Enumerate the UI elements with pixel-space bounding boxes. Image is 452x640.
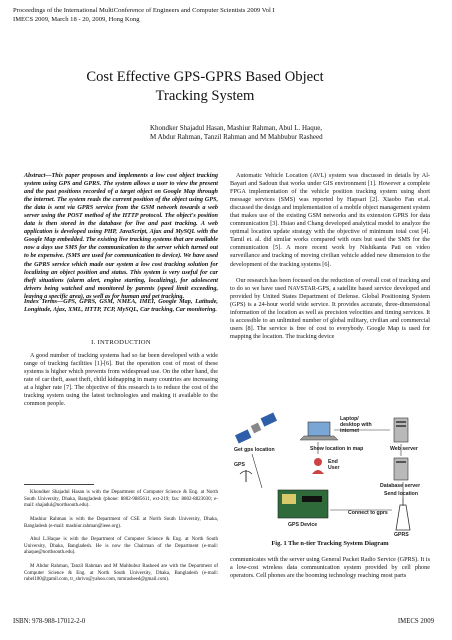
index-terms-label: Index Terms	[24, 298, 58, 305]
abstract-label: Abstract	[24, 172, 46, 179]
gprs-tower-icon	[396, 498, 410, 530]
end-user-label: End	[328, 459, 338, 465]
title-line-2: Tracking System	[155, 88, 255, 104]
abstract-text: —This paper proposes and implements a low cost object tracking system using GPS and GPRS. The system allows a user to view the present and the past positions recorded of a target object on Google Map through the internet. The system reads the current position of the object using GPS, the data is sent via GPRS service from the GSM network towards a web server using the POST method of the HTTP protocol. The object's position data is then stored in the database for live and past tracking. A web application is developed using PHP, JavaScript, Ajax and MySQL with the Google Map embedded. The existing live tracking systems that are available now a days use SMS for the communication to the server which turned out to be expensive. (SMS are used for communication to device). We have used the GPRS service which made our system a low cost tracking solution for localizing an object position and status. This system is very useful for car theft situations (alarm alert, engine starting, localizing), for adolescent drivers being watched and monitored by parents (speed limit exceeding, leaving a specific area), as well as for human and pet tracking.	[24, 172, 218, 300]
header-line-2: IMECS 2009, March 18 - 20, 2009, Hong Kong	[13, 15, 140, 23]
web-server-label: Web server	[390, 446, 418, 452]
footnote-3: Abul L.Haque is with the Department of Computer Science & Eng. at North South University, Dhaka, Bangladesh. He is now the Chairman of the Department (e-mail: ahaque@northsouth.edu).	[24, 537, 218, 556]
gprs-label: GPRS	[394, 532, 409, 537]
gps-label: GPS	[234, 462, 245, 468]
title-line-1: Cost Effective GPS-GPRS Based Object	[86, 69, 324, 85]
gprs-paragraph: communicates with the server using General Packet Radio Service (GPRS). It is a low-cost wireless data communication system provided by cell phone operators. Cell phones are the booming technology reaching most parts	[230, 556, 430, 580]
index-terms	[24, 298, 218, 314]
isbn-footer: ISBN: 978-988-17012-2-0	[13, 618, 86, 625]
footnote-rule	[24, 484, 94, 485]
footnote-1: Khondker Shajadul Hasan is with the Department of Computer Science & Eng. at North South University, Dhaka, Bangladesh (phone: 8802-9885611, ext-219; fax: 8802-8823030; e-mail: shajadul@northsouth.edu).	[24, 490, 218, 509]
abstract	[24, 172, 218, 301]
header-line-1: Proceedings of the International MultiConference of Engineers and Computer Scientists 2009 Vol I	[13, 7, 275, 14]
gps-device-icon	[278, 490, 328, 518]
index-terms-text: —GPS, GPRS, GSM, NMEA, IMEI, Google Map, Latitude, Longitude, Ajax, XML, HTTP, TCP, MySQL, Car tracking, Car monitoring.	[24, 298, 218, 314]
web-server-icon	[394, 418, 408, 442]
laptop-icon	[300, 422, 338, 440]
database-server-icon	[394, 458, 408, 480]
database-server-label: Database server	[380, 483, 421, 489]
authors-line-2: M Abdur Rahman, Tanzil Rahman and M Mahbubur Rasheed	[150, 133, 323, 142]
gps-device-label: GPS Device	[288, 522, 318, 528]
send-location-label: Send location	[384, 491, 419, 497]
gps-paragraph: Our research has been focused on the reduction of overall cost of tracking and to do so we have used NAVSTAR-GPS, a satellite based service developed and provided by United States Department of Defense. Global Positioning System (GPS) is a 24-hour world wide service. It provides accurate, three-dimensional information of the location as well as precision velocities and timing services. It is accessible to an unlimited number of global military, civilian and commercial users [8]. The service is free of cost to everybody. Google Map is used for mapping the location. The tracking device	[230, 277, 430, 341]
end-user-icon	[312, 458, 324, 474]
section-heading-introduction: I. INTRODUCTION	[91, 339, 151, 346]
laptop-label-2: desktop with	[340, 422, 372, 428]
satellite-icon	[235, 413, 277, 444]
authors-line-1: Khondker Shajadul Hasan, Mashiur Rahman, Abul L. Haque,	[150, 124, 323, 132]
connect-gprs-label: Connect to gprs	[348, 510, 388, 516]
figure-caption: Fig. 1 The n-tier Tracking System Diagram	[271, 540, 389, 547]
paper-title	[40, 68, 370, 106]
get-gps-label: Get gps location	[234, 447, 275, 453]
related-work-paragraph: Automatic Vehicle Location (AVL) system was discussed in details by Al-Bayari and Sadoun that works under GIS environment [1]. However a complete FPGA implementation of the vehicle position tracking system using short message services (SMS) was reported by Hapsari [2]. Xiaobo Fan et.al. discussed the design and implementation of a mobile object management system that makes use of the existing GSM networks and its extension GPRS for data communication [3]. Hsiao and Chang developed analytical model to analyze the optimal location update strategy with the objective of minimum total cost [4]. Tamil et. al. did similar works compared with ours but used the SMS for the communication [5]. A more recent work by Nishikanta Pati on video surveillance and tracking of moving civilian vehicle added new dimension to the development of the tracking systems [6].	[230, 172, 430, 268]
show-location-label: Show location in map	[310, 446, 364, 452]
proceedings-header	[13, 7, 275, 24]
gps-antenna-icon	[240, 470, 252, 482]
tracking-system-diagram	[232, 410, 428, 537]
conference-footer: IMECS 2009	[397, 618, 434, 625]
footnote-2: Mashiur Rahman is with the Department of CSE at North South University, Dhaka, Bangladesh (e-mail: mashiur.rahman@ieee.org).	[24, 517, 218, 529]
laptop-label: Laptop/	[340, 416, 359, 422]
end-user-label-2: User	[328, 465, 340, 471]
footnote-4: M Abdur Rahman, Tanzil Rahman and M Mahbubur Rasheed are with the Department of Computer Science & Eng. at North South University, Dhaka, Bangladesh (e-mail: rubel100@gamil.com, tr_shrivo@yahoo.com, mmrasheed@gmail.com).	[24, 564, 218, 583]
introduction-paragraph: A good number of tracking systems had so far been developed with a wide range of tracking facilities [1]-[6]. But the operation cost of most of these systems is higher which prevents from widespread use. On the other hand, the rate of car theft, asset theft, child kidnapping in many countries are increasing at a higher rate [7]. The objective of this research is to reduce the cost of the tracking system using the latest technologies and making it available to the common people.	[24, 352, 218, 408]
laptop-label-3: internet	[340, 428, 360, 434]
author-list	[150, 124, 420, 142]
